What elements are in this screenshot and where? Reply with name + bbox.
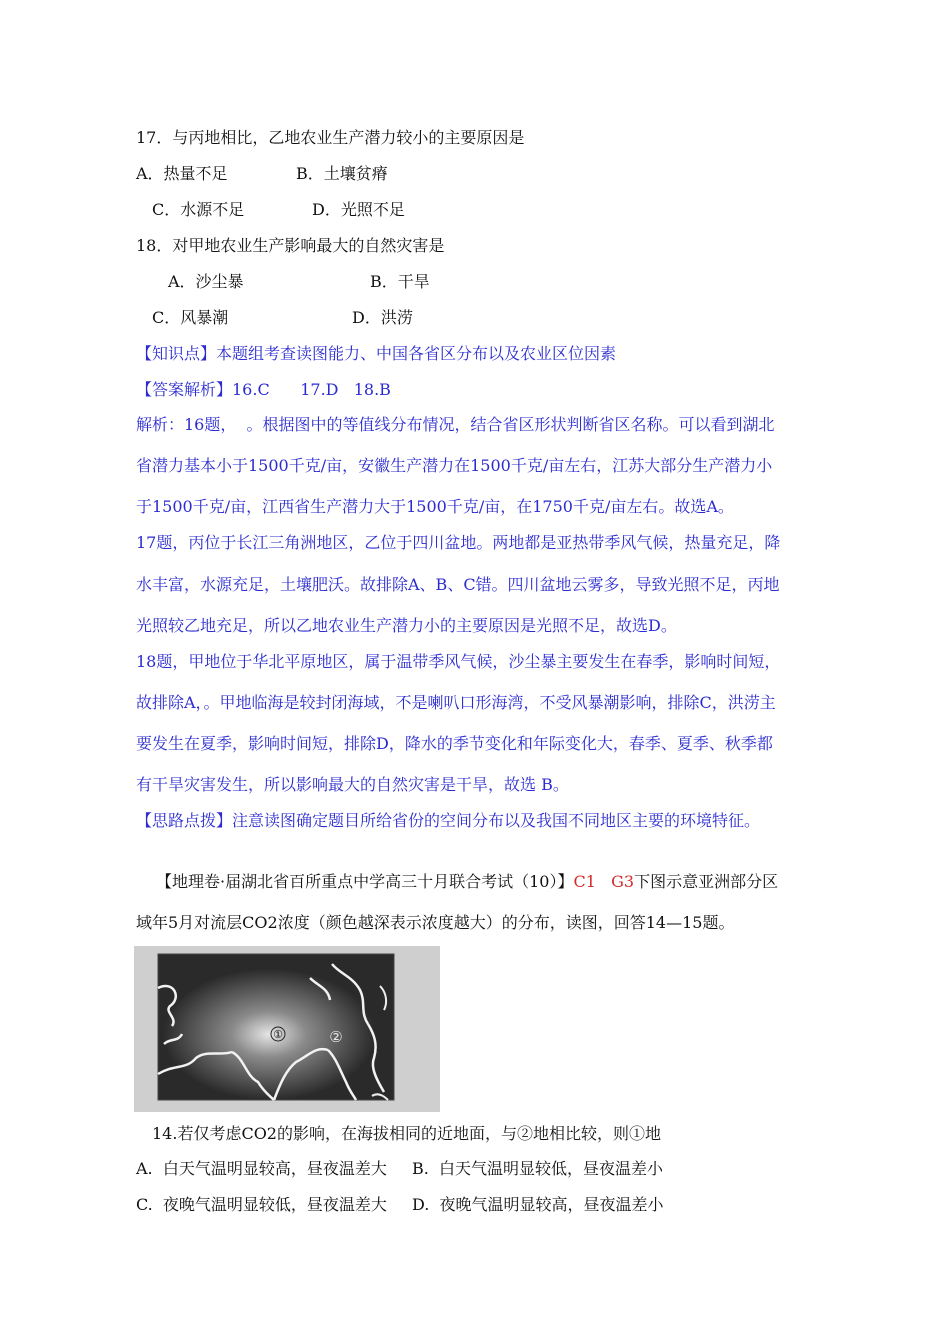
intro-text: 下图示意亚洲部分区 [634, 872, 779, 891]
q17-option-b: B．土壤贫瘠 [296, 164, 388, 183]
map-graphic [134, 946, 440, 1112]
analysis-line: 故排除A，。甲地临海是较封闭海域，不是喇叭口形海湾，不受风暴潮影响，排除C，洪涝主 [136, 693, 776, 712]
q18-option-a: A．沙尘暴 [168, 272, 244, 291]
q17-option-d: D．光照不足 [312, 200, 405, 219]
q18-option-c: C．风暴潮 [152, 308, 229, 327]
thinking-tip: 【思路点拨】注意读图确定题目所给省份的空间分布以及我国不同地区主要的环境特征。 [136, 811, 761, 830]
analysis-line: 水丰富，水源充足，土壤肥沃。故排除A、B、C错。四川盆地云雾多，导致光照不足，丙地 [136, 575, 780, 594]
q14-option-b: B. 白天气温明显较低，昼夜温差小 [412, 1159, 664, 1178]
analysis-line: 17题，丙位于长江三角洲地区，乙位于四川盆地。两地都是亚热带季风气候，热量充足，降 [136, 533, 781, 552]
answer-key: 【答案解析】16.C 17.D 18.B [136, 380, 391, 399]
q17-stem: 17．与丙地相比，乙地农业生产潜力较小的主要原因是 [136, 128, 525, 147]
marker-1-label: ① [273, 1028, 283, 1041]
source-title: 【地理卷·届湖北省百所重点中学高三十月联合考试（10）】 [156, 872, 574, 891]
q18-option-d: D．洪涝 [352, 308, 413, 327]
q14-option-a: A. 白天气温明显较高，昼夜温差大 [136, 1159, 387, 1178]
q18-option-b: B．干旱 [370, 272, 430, 291]
analysis-line: 解析：16题， 。根据图中的等值线分布情况，结合省区形状判断省区名称。可以看到湖北 [136, 415, 775, 434]
knowledge-codes: C1 G3 [573, 872, 635, 891]
q17-option-a: A．热量不足 [136, 164, 228, 183]
q18-stem: 18．对甲地农业生产影响最大的自然灾害是 [136, 236, 445, 255]
q14-stem: 14.若仅考虑CO2的影响，在海拔相同的近地面，与②地相比较，则①地 [152, 1124, 661, 1143]
q14-option-c: C. 夜晚气温明显较低，昼夜温差大 [136, 1195, 387, 1214]
analysis-line: 光照较乙地充足，所以乙地农业生产潜力小的主要原因是光照不足，故选D。 [136, 616, 677, 635]
q14-option-d: D. 夜晚气温明显较高，昼夜温差小 [412, 1195, 664, 1214]
analysis-line: 18题，甲地位于华北平原地区，属于温带季风气候，沙尘暴主要发生在春季，影响时间短， [136, 652, 781, 671]
analysis-line: 于1500千克/亩，江西省生产潜力大于1500千克/亩，在1750千克/亩左右。故选A。 [136, 497, 734, 516]
knowledge-point: 【知识点】本题组考查读图能力、中国各省区分布以及农业区位因素 [136, 344, 617, 363]
co2-concentration-map [134, 946, 440, 1112]
q17-option-c: C．水源不足 [152, 200, 245, 219]
question-intro-line2: 域年5月对流层CO2浓度（颜色越深表示浓度越大）的分布，读图，回答14—15题。 [136, 913, 735, 932]
marker-2-label: ② [329, 1028, 343, 1046]
analysis-line: 省潜力基本小于1500千克/亩，安徽生产潜力在1500千克/亩左右，江苏大部分生产潜力小 [136, 456, 773, 475]
question-intro-line1 [156, 872, 778, 892]
analysis-line: 有干旱灾害发生，所以影响最大的自然灾害是干旱，故选 B。 [136, 775, 569, 794]
analysis-line: 要发生在夏季，影响时间短，排除D，降水的季节变化和年际变化大，春季、夏季、秋季都 [136, 734, 773, 753]
